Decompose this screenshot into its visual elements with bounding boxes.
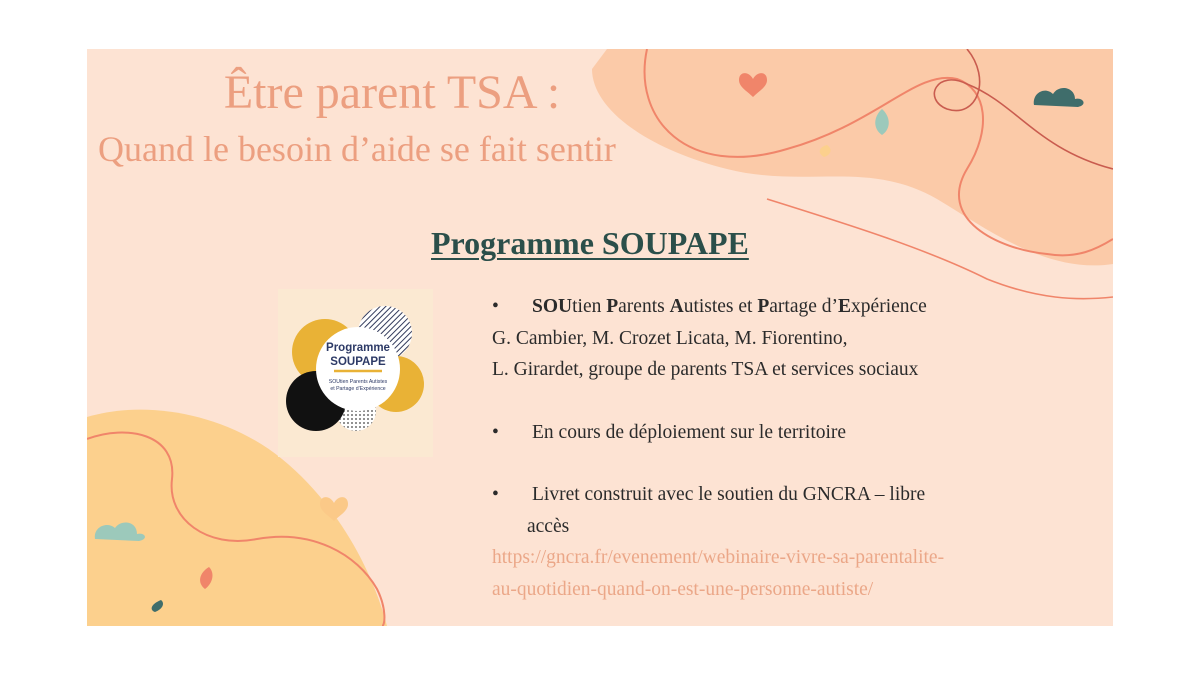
logo-circle (316, 327, 400, 411)
logo-line4: et Partage d’Expérience (330, 386, 386, 392)
slide-subtitle: Quand le besoin d’aide se fait sentir (98, 129, 616, 169)
program-heading: Programme SOUPAPE (431, 225, 749, 261)
logo-line1: Programme (326, 342, 390, 354)
bullet-marker: • (492, 296, 499, 317)
bullet-item-3: • Livret construit avec le soutien du GNCRA – libre (492, 479, 1052, 511)
bullet-item-1: • SOUtien Parents Autistes et Partage d’Expérience (492, 291, 1052, 323)
program-logo (278, 289, 433, 457)
bullet-marker: • (492, 484, 499, 505)
logo-graphic (278, 289, 433, 457)
bullet-marker: • (492, 421, 499, 443)
slide-title: Être parent TSA : (223, 66, 561, 119)
webinar-link-line-2[interactable]: au-quotidien-quand-on-est-une-personne-autiste/ (492, 578, 874, 600)
logo-line3: SOUtien Parents Autistes (328, 379, 388, 385)
program-details (492, 291, 1052, 605)
authors-line-1: G. Cambier, M. Crozet Licata, M. Fiorentino, (492, 327, 848, 349)
slide (87, 49, 1113, 626)
webinar-link-line-1[interactable]: https://gncra.fr/evenement/webinaire-vivre-sa-parentalite- (492, 547, 945, 568)
authors-line-2: L. Girardet, groupe de parents TSA et services sociaux (492, 359, 919, 380)
bullet-item-3-continued: accès (527, 515, 570, 537)
logo-line2: SOUPAPE (330, 356, 386, 368)
bullet-item-2: • En cours de déploiement sur le territoire (492, 417, 1052, 449)
